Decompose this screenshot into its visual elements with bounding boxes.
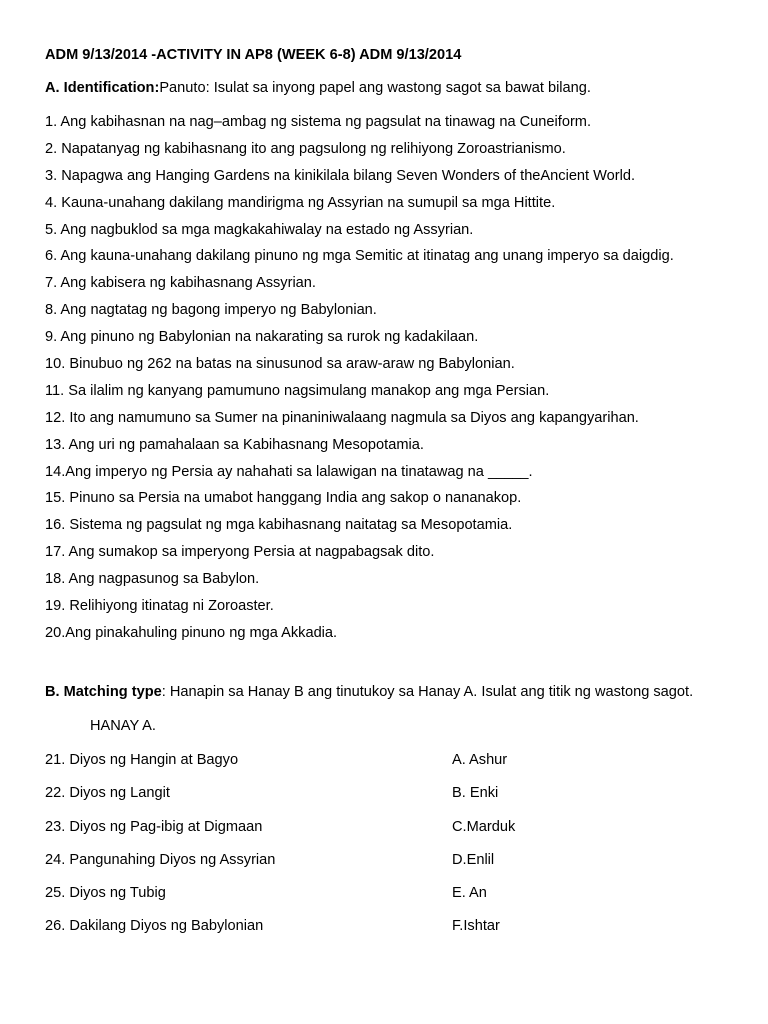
- matching-row: [45, 884, 745, 917]
- list-item: 5. Ang nagbuklod sa mga magkakahiwalay na estado ng Assyrian.: [45, 221, 474, 238]
- hanay-a-label: HANAY A.: [90, 718, 156, 734]
- matching-choice: F.Ishtar: [452, 918, 500, 935]
- section-a-instruction: Panuto: Isulat sa inyong papel ang wastong sagot sa bawat bilang.: [159, 80, 591, 96]
- matching-choice: E. An: [452, 885, 487, 902]
- list-item: 16. Sistema ng pagsulat ng mga kabihasnang naitatag sa Mesopotamia.: [45, 517, 513, 534]
- list-item: 10. Binubuo ng 262 na batas na sinusunod sa araw-araw ng Babylonian.: [45, 356, 515, 373]
- list-item: 17. Ang sumakop sa imperyong Persia at nagpabagsak dito.: [45, 544, 435, 561]
- matching-table: [45, 751, 745, 951]
- section-a-header: [45, 80, 591, 96]
- identification-list: [45, 113, 674, 651]
- matching-choice: A. Ashur: [452, 752, 508, 768]
- document-title: ADM 9/13/2014 -ACTIVITY IN AP8 (WEEK 6-8) ADM 9/13/2014: [45, 47, 462, 63]
- list-item: 15. Pinuno sa Persia na umabot hanggang India ang sakop o nananakop.: [45, 490, 522, 507]
- list-item: 14.Ang imperyo ng Persia ay nahahati sa lalawigan na tinatawag na _____.: [45, 463, 533, 480]
- matching-item: 25. Diyos ng Tubig: [45, 885, 166, 902]
- section-a-heading: A. Identification:: [45, 80, 160, 96]
- list-item: 12. Ito ang namumuno sa Sumer na pinaniniwalaang nagmula sa Diyos ang kapangyarihan.: [45, 409, 639, 426]
- list-item: 7. Ang kabisera ng kabihasnang Assyrian.: [45, 275, 316, 292]
- list-item: 13. Ang uri ng pamahalaan sa Kabihasnang Mesopotamia.: [45, 436, 424, 453]
- list-item: 2. Napatanyag ng kabihasnang ito ang pagsulong ng relihiyong Zoroastrianismo.: [45, 140, 566, 157]
- list-item: 11. Sa ilalim ng kanyang pamumuno nagsimulang manakop ang mga Persian.: [45, 382, 550, 399]
- matching-row: [45, 917, 745, 950]
- section-b-header: [45, 684, 693, 700]
- section-b-heading: B. Matching type: [45, 684, 162, 700]
- list-item: 6. Ang kauna-unahang dakilang pinuno ng mga Semitic at itinatag ang unang imperyo sa daigdig.: [45, 248, 674, 265]
- list-item: 19. Relihiyong itinatag ni Zoroaster.: [45, 598, 274, 615]
- list-item: 3. Napagwa ang Hanging Gardens na kinikilala bilang Seven Wonders of theAncient World.: [45, 167, 636, 184]
- matching-choice: D.Enlil: [452, 851, 495, 868]
- matching-choice: B. Enki: [452, 785, 499, 802]
- list-item: 1. Ang kabihasnan na nag–ambag ng sistema ng pagsulat na tinawag na Cuneiform.: [45, 114, 592, 130]
- matching-item: 24. Pangunahing Diyos ng Assyrian: [45, 851, 276, 868]
- matching-item: 21. Diyos ng Hangin at Bagyo: [45, 752, 239, 768]
- matching-item: 23. Diyos ng Pag-ibig at Digmaan: [45, 818, 263, 835]
- matching-row: [45, 751, 745, 784]
- section-b-instruction: : Hanapin sa Hanay B ang tinutukoy sa Hanay A. Isulat ang titik ng wastong sagot.: [161, 684, 694, 700]
- matching-row: [45, 818, 745, 851]
- matching-item: 22. Diyos ng Langit: [45, 785, 170, 802]
- list-item: 20.Ang pinakahuling pinuno ng mga Akkadia.: [45, 624, 338, 641]
- matching-choice: C.Marduk: [452, 818, 516, 835]
- matching-item: 26. Dakilang Diyos ng Babylonian: [45, 918, 264, 935]
- list-item: 4. Kauna-unahang dakilang mandirigma ng Assyrian na sumupil sa mga Hittite.: [45, 194, 556, 211]
- matching-row: [45, 784, 745, 817]
- matching-row: [45, 851, 745, 884]
- list-item: 9. Ang pinuno ng Babylonian na nakarating sa rurok ng kadakilaan.: [45, 329, 479, 346]
- list-item: 18. Ang nagpasunog sa Babylon.: [45, 571, 260, 588]
- list-item: 8. Ang nagtatag ng bagong imperyo ng Babylonian.: [45, 302, 377, 319]
